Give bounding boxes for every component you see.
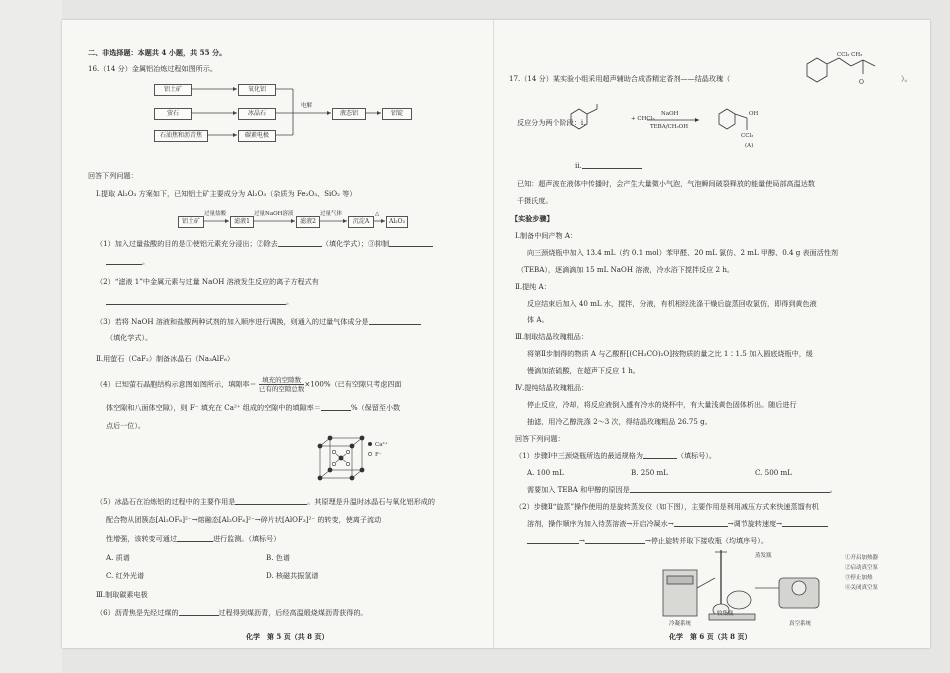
page6-footer: 化学 第 6 页（共 8 页） (669, 632, 752, 641)
flow-box-fluorite: 萤石 (154, 108, 192, 120)
q17-answer-prompt: 回答下列问题： (515, 434, 565, 443)
fig-label-collection-flask: 收集瓶 (717, 611, 734, 617)
q17-2-line1: （2）步骤Ⅱ“旋蒸”操作使用的是旋转蒸发仪（如下图），主要作用是利用减压方式来快速蒸馏有机 (515, 502, 819, 511)
q16-4-text-d: %（保留至小数 (350, 403, 401, 412)
fig-option-4: ④关闭真空泵 (845, 585, 879, 591)
q17-intro: 17.（14 分）某实验小组采用超声辅助合成香精定香剂——结晶玫瑰（ (509, 74, 731, 83)
reagent-chcl3: + CHCl₃ (631, 116, 655, 122)
q17-2-blank-4[interactable] (585, 535, 645, 544)
flow2-box-bauxite: 铝土矿 (178, 216, 204, 228)
flow2-box-precipitate: 沉淀A (348, 216, 374, 228)
q16-1-line1 (96, 238, 433, 251)
option-d[interactable]: D. 核磁共振氢谱 (266, 571, 319, 580)
part3-title: Ⅲ.制取碳素电极 (96, 590, 148, 599)
q17-1-line1 (515, 450, 716, 463)
q16-3-line2: （填化学式）。 (106, 333, 153, 342)
q17-2-blank-1[interactable] (674, 518, 728, 527)
q16-2-line1: （2）“滤液 1”中金属元素与过量 NaOH 溶液发生反应的离子方程式有 (96, 277, 319, 286)
q16-answer-prompt: 回答下列问题： (88, 171, 138, 180)
fraction-denominator: 已有的空隙总数 (258, 385, 305, 393)
step3-title: Ⅲ.制取结晶玫瑰粗品： (515, 332, 588, 341)
q17-2-line2 (527, 518, 828, 531)
part2-title: Ⅱ.用萤石（CaF₂）制备冰晶石（Na₃AlF₆） (96, 354, 235, 363)
flow2-box-filtrate2: 滤液2 (296, 216, 320, 228)
fig-option-3: ③停止加热 (845, 575, 873, 581)
condition-naoh: NaOH (661, 111, 679, 117)
q16-6-text-b: 过程得到煤沥青，后经高温煅烧煤沥青获得的。 (218, 608, 368, 617)
q17-1-blank-1[interactable] (643, 450, 677, 459)
legend-ca-label: Ca²⁺ (375, 442, 388, 448)
q16-5-text-b: 。其原理是升温时冰晶石与氧化铝形成的 (307, 497, 435, 506)
electrolysis-label: 电解 (301, 103, 313, 109)
q16-4-blank[interactable] (321, 402, 351, 411)
flow-box-alumina: 氧化铝 (238, 84, 276, 96)
q17-1-line3 (527, 484, 837, 497)
fig-option-1: ①开启加热器 (845, 555, 879, 561)
page-gutter (0, 0, 62, 673)
known-line2: 千摄氏度。 (517, 196, 553, 205)
q17-1-text-a: （1）步骤Ⅰ中三颈烧瓶所选的最适规格为 (515, 451, 643, 460)
fraction-numerator: 填充的空隙数 (259, 376, 305, 385)
q17-1-text-d: 。 (829, 485, 837, 494)
fig-label-evap-flask: 蒸发瓶 (755, 553, 772, 559)
svg-text:O: O (859, 79, 864, 86)
q16-1-text-a: （1）加入过量盐酸的目的是①使铝元素充分浸出；②除去 (96, 239, 278, 248)
flow-box-bauxite: 铝土矿 (154, 84, 192, 96)
option-b[interactable]: B. 色谱 (266, 553, 290, 562)
q16-1-blank-3[interactable] (106, 256, 142, 265)
q16-4-line2 (106, 402, 400, 415)
q16-4-text-a: （4）已知萤石晶胞结构示意图如图所示，填隙率＝ (96, 379, 257, 389)
q16-5-text-e: 进行监测。（填标号） (212, 534, 281, 543)
exam-sheet (62, 20, 930, 648)
step3-line2: 慢滴加浓硫酸，在超声下反应 1 h。 (527, 366, 640, 375)
oh-label: OH (749, 111, 759, 117)
flow-box-liquid-al: 液态铝 (332, 108, 366, 120)
q16-4-text-b: ×100%（已有空隙只考虑四面 (304, 379, 402, 389)
q16-5-line2: 配合物从团簇态[Al₂OF₆]²⁻→熔融态[Al₂OF₆]²⁻→碎片状[AlOF₃]²⁻ 的转变，使离子流动 (106, 515, 382, 524)
q16-3-line1 (96, 316, 421, 329)
q16-1-text-c: 。 (142, 257, 150, 266)
q16-6-line (96, 607, 368, 620)
q17-2-text-e: →停止旋转并取下接收瓶（均填序号）。 (644, 536, 768, 545)
flow-box-cryolite: 冰晶石 (238, 108, 276, 120)
crystal-rose-structure (795, 56, 905, 90)
q16-1-blank-2[interactable] (389, 238, 433, 247)
q17-1-text-b: （填标号）。 (676, 451, 716, 460)
step1-title: Ⅰ.制备中间产物 A： (515, 231, 578, 240)
product-a-label: (A) (745, 143, 754, 149)
q16-6-blank[interactable] (179, 607, 219, 616)
flow2-box-alumina: Al₂O₃ (386, 216, 408, 228)
step4-line2: 抽滤，用冷乙醇洗涤 2～3 次，得结晶玫瑰粗品 26.75 g。 (527, 417, 712, 426)
flask-option-b[interactable]: B. 250 mL (631, 468, 668, 477)
page5-footer: 化学 第 5 页（共 8 页） (246, 632, 329, 641)
part1-title: Ⅰ.提取 Al₂O₃ 方案如下，已知铝土矿主要成分为 Al₂O₃（杂质为 Fe₂O₃、SiO₂ 等） (96, 189, 357, 198)
q16-3-blank[interactable] (369, 316, 421, 325)
legend-f-label: F⁻ (375, 452, 382, 458)
q16-5-line1 (96, 496, 435, 509)
step2-line1: 反应结束后加入 40 mL 水，搅拌，分液，有机相经洗涤干燥后旋蒸回收氯仿，即得到黄色液 (527, 299, 817, 308)
condition-teba: TEBA/CH₃OH (650, 124, 689, 130)
q16-intro: 16.（14 分）金属铝冶炼过程如图所示。 (88, 64, 217, 73)
step1-line2: （TEBA），逐滴滴加 15 mL NaOH 溶液，冷水浴下搅拌反应 2 h。 (517, 265, 734, 274)
legend-ca-dot (368, 442, 372, 446)
step4-line1: 停止反应，冷却，将反应液倒入盛有冷水的烧杯中，有大量浅黄色固体析出。随后进行 (527, 400, 797, 409)
q17-step-i: 反应分为两个阶段：i. (517, 118, 586, 127)
q16-4-line1 (96, 376, 402, 393)
flow2-label-gas: 过量气体 (320, 211, 343, 217)
fold-line (493, 20, 494, 648)
q17-2-blank-3[interactable] (527, 535, 579, 544)
step1-line1: 向三颈烧瓶中加入 13.4 mL（约 0.1 mol）苯甲醛、20 mL 氯仿、2 mL 甲醇、0.4 g 表面活性剂 (527, 248, 839, 257)
q16-5-blank-2[interactable] (177, 533, 213, 542)
q16-3-text-a: （3）若将 NaOH 溶液和盐酸两种试剂的加入顺序进行调换，则通入的过量气体成分是 (96, 317, 369, 326)
fig-option-2: ②启动真空泵 (845, 565, 879, 571)
q17-intro-end: ）。 (901, 74, 912, 83)
fill-ratio-fraction (259, 376, 305, 393)
option-a[interactable]: A. 质谱 (106, 553, 130, 562)
q16-1-text-b: （填化学式）；③抑制 (321, 239, 390, 248)
q17-2-text-d: → (579, 536, 585, 545)
q16-5-blank-1[interactable] (235, 496, 307, 505)
fig-label-condenser: 冷凝系统 (669, 621, 692, 627)
step-ii-blank[interactable] (582, 160, 642, 169)
flow2-arrows (88, 20, 483, 240)
q17-1-blank-2[interactable] (630, 484, 830, 493)
legend-f-dot (368, 452, 371, 455)
q17-2-text-c: →调节旋转速度→ (727, 519, 783, 528)
step4-title: Ⅳ.提纯结晶玫瑰粗品： (515, 383, 589, 392)
q16-4-text-c: 体空隙和八面体空隙），则 F⁻ 填充在 Ca²⁺ 组成的空隙中的填隙率＝ (106, 403, 321, 412)
ccl3-label: CCl₃ (741, 133, 754, 139)
option-c[interactable]: C. 红外光谱 (106, 571, 145, 580)
flow-box-carbon-electrode: 碳素电极 (238, 130, 276, 142)
flow2-label-hcl: 过量盐酸 (204, 211, 227, 217)
structure-top-label: CCl₃ CH₃ (837, 52, 863, 58)
q16-5-text-d: 性增强，该转变可通过 (106, 534, 177, 543)
step-ii-label: ii. (575, 161, 582, 170)
q16-2-line2 (106, 296, 293, 309)
flask-option-a[interactable]: A. 100 mL (527, 468, 564, 477)
flow-box-al-ingot: 铝锭 (382, 108, 412, 120)
q16-5-text-a: （5）冰晶石在冶炼铝的过程中的主要作用是 (96, 497, 236, 506)
flow2-label-heat: △ (375, 211, 380, 217)
rotary-evaporator-figure (659, 548, 844, 624)
q16-1-blank-1[interactable] (278, 238, 322, 247)
q16-6-text-a: （6）沥青焦是先经过煤的 (96, 608, 179, 617)
step2-title: Ⅱ.提纯 A： (515, 282, 551, 291)
section-title: 二、非选择题：本题共 4 小题，共 55 分。 (88, 48, 227, 57)
q17-1-text-c: 需要加入 TEBA 和甲醇的原因是 (527, 485, 630, 494)
q17-step-ii (575, 160, 642, 173)
q16-5-line3 (106, 533, 280, 546)
q17-2-blank-2[interactable] (782, 518, 828, 527)
q17-2-text-b: 溶剂，操作顺序为加入待蒸溶液→开启冷凝水→ (527, 519, 674, 528)
q17-2-line3 (527, 535, 768, 548)
q16-1-line2 (106, 256, 149, 269)
q16-4-line3: 点后一位）。 (106, 421, 146, 430)
flask-option-c[interactable]: C. 500 mL (755, 468, 792, 477)
step3-line1: 将第Ⅱ步制得的物质 A 与乙酸酐[(CH₃CO)₂O]按物质的量之比 1∶1.5 加入圆底烧瓶中，缓 (527, 349, 813, 358)
step2-line2: 体 A。 (527, 315, 549, 324)
known-line1: 已知：超声波在液体中传播时，会产生大量微小气泡，气泡瞬间破裂释放的能量使局部高温达数 (517, 179, 815, 188)
fig-label-vacuum: 真空系统 (789, 621, 812, 627)
q16-2-blank[interactable] (106, 296, 286, 305)
flow-box-coke: 石油焦和沥青焦 (154, 130, 208, 142)
flow2-box-filtrate1: 滤液1 (230, 216, 254, 228)
experiment-steps-title: 【实验步骤】 (511, 214, 554, 223)
q16-2-end: 。 (286, 297, 294, 306)
flow2-label-naoh: 过量NaOH溶液 (254, 211, 294, 217)
